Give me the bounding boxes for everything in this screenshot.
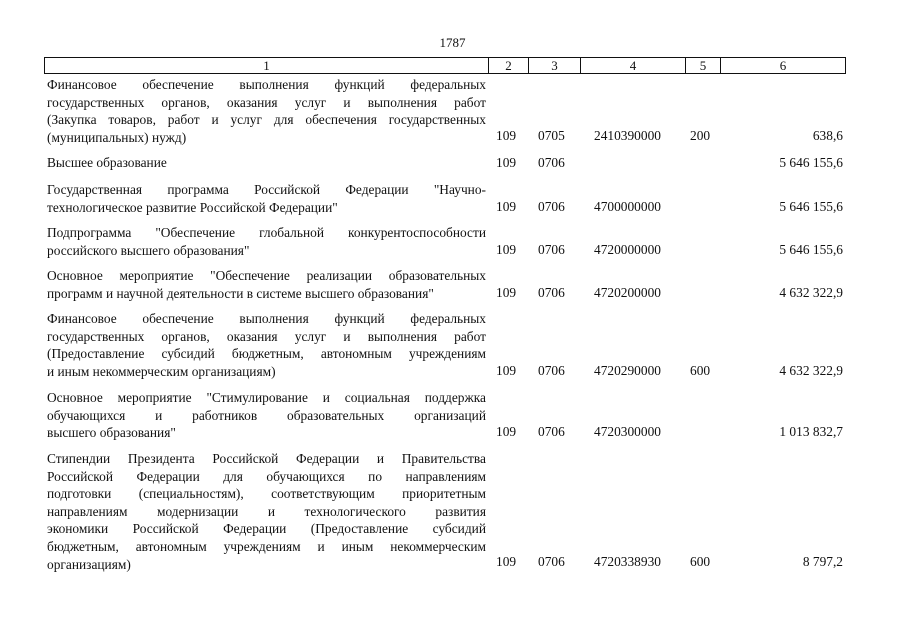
- ministry-code: 109: [496, 242, 517, 257]
- page-number: 1787: [439, 35, 466, 50]
- header-col-6: 6: [779, 58, 787, 73]
- target-code: 4700000000: [594, 199, 661, 214]
- amount: 4 632 322,9: [779, 285, 843, 300]
- section-code: 0706: [538, 155, 565, 170]
- row-description-line: государственных органов, оказания услуг и выполнения работ: [47, 328, 486, 344]
- row-description-line: (Закупка товаров, работ и услуг для обеспечения государственных: [47, 112, 486, 128]
- row-description-line: Стипендии Президента Российской Федерации и Правительства: [47, 451, 486, 466]
- row-description-line: организациям): [47, 556, 131, 572]
- ministry-code: 109: [496, 155, 517, 170]
- ministry-code: 109: [496, 128, 517, 143]
- row-description-line: и иным некоммерческим организациям): [47, 363, 276, 379]
- row-description-line: высшего образования": [47, 425, 176, 441]
- ministry-code: 109: [496, 554, 517, 569]
- header-col-1: 1: [45, 58, 489, 73]
- header-col-2: 2: [489, 58, 529, 73]
- row-description-line: Финансовое обеспечение выполнения функций федеральных: [47, 311, 486, 326]
- section-code: 0706: [538, 424, 565, 439]
- target-code: 4720290000: [594, 363, 661, 378]
- expense-type-code: 200: [690, 128, 711, 143]
- ministry-code: 109: [496, 285, 517, 300]
- section-code: 0706: [538, 285, 565, 300]
- table-header: [44, 57, 846, 74]
- row-description-line: Российской Федерации для обучающихся по направлениям: [47, 468, 486, 484]
- target-code: 4720338930: [594, 554, 661, 569]
- row-description: [47, 181, 486, 216]
- section-code: 0706: [538, 554, 565, 569]
- expense-type-code: 600: [690, 363, 711, 378]
- section-code: 0706: [538, 199, 565, 214]
- target-code: 4720000000: [594, 242, 661, 257]
- row-description-line: Высшее образование: [47, 155, 167, 170]
- header-col-5: 5: [686, 58, 721, 73]
- target-code: 2410390000: [594, 128, 661, 143]
- amount: 5 646 155,6: [779, 199, 843, 214]
- row-description-line: обучающихся и работников образовательных организаций: [47, 407, 486, 423]
- row-description-line: экономики Российской Федерации (Предоставление субсидий: [47, 521, 486, 537]
- row-description-line: технологическое развитие Российской Федерации": [47, 199, 338, 215]
- section-code: 0705: [538, 128, 565, 143]
- header-col-4: 4: [581, 58, 686, 73]
- header-col-3: 3: [529, 58, 581, 73]
- row-description-line: Подпрограмма "Обеспечение глобальной конкурентоспособности: [47, 225, 486, 240]
- ministry-code: 109: [496, 363, 517, 378]
- section-code: 0706: [538, 242, 565, 257]
- row-description: [47, 76, 486, 146]
- row-description-line: бюджетным, автономным учреждениям и иным некоммерческим: [47, 538, 486, 554]
- row-description: [47, 267, 486, 302]
- amount: 4 632 322,9: [779, 363, 843, 378]
- row-description-line: государственных органов, оказания услуг и выполнения работ: [47, 94, 486, 110]
- row-description-line: Финансовое обеспечение выполнения функций федеральных: [47, 77, 486, 92]
- expense-type-code: 600: [690, 554, 711, 569]
- target-code: 4720300000: [594, 424, 661, 439]
- amount: 1 013 832,7: [779, 424, 843, 439]
- target-code: 4720200000: [594, 285, 661, 300]
- amount: 5 646 155,6: [779, 155, 843, 170]
- row-description-line: Государственная программа Российской Федерации "Научно-: [47, 182, 486, 197]
- row-description-line: Основное мероприятие "Стимулирование и социальная поддержка: [47, 390, 486, 405]
- row-description: [47, 310, 486, 380]
- ministry-code: 109: [496, 424, 517, 439]
- row-description-line: направлениям модернизации и технологического развития: [47, 503, 486, 519]
- amount: 5 646 155,6: [779, 242, 843, 257]
- ministry-code: 109: [496, 199, 517, 214]
- row-description-line: Основное мероприятие "Обеспечение реализации образовательных: [47, 268, 486, 283]
- row-description-line: подготовки (специальностям), соответствующим приоритетным: [47, 486, 486, 502]
- row-description-line: (Предоставление субсидий бюджетным, автономным учреждениям: [47, 346, 486, 362]
- row-description-line: (муниципальных) нужд): [47, 129, 187, 145]
- row-description: [47, 224, 486, 259]
- section-code: 0706: [538, 363, 565, 378]
- amount: 8 797,2: [802, 554, 843, 569]
- row-description: [47, 450, 486, 573]
- row-description: [47, 154, 486, 172]
- row-description-line: российского высшего образования": [47, 242, 250, 258]
- row-description-line: программ и научной деятельности в системе высшего образования": [47, 285, 434, 301]
- row-description: [47, 389, 486, 442]
- amount: 638,6: [812, 128, 843, 143]
